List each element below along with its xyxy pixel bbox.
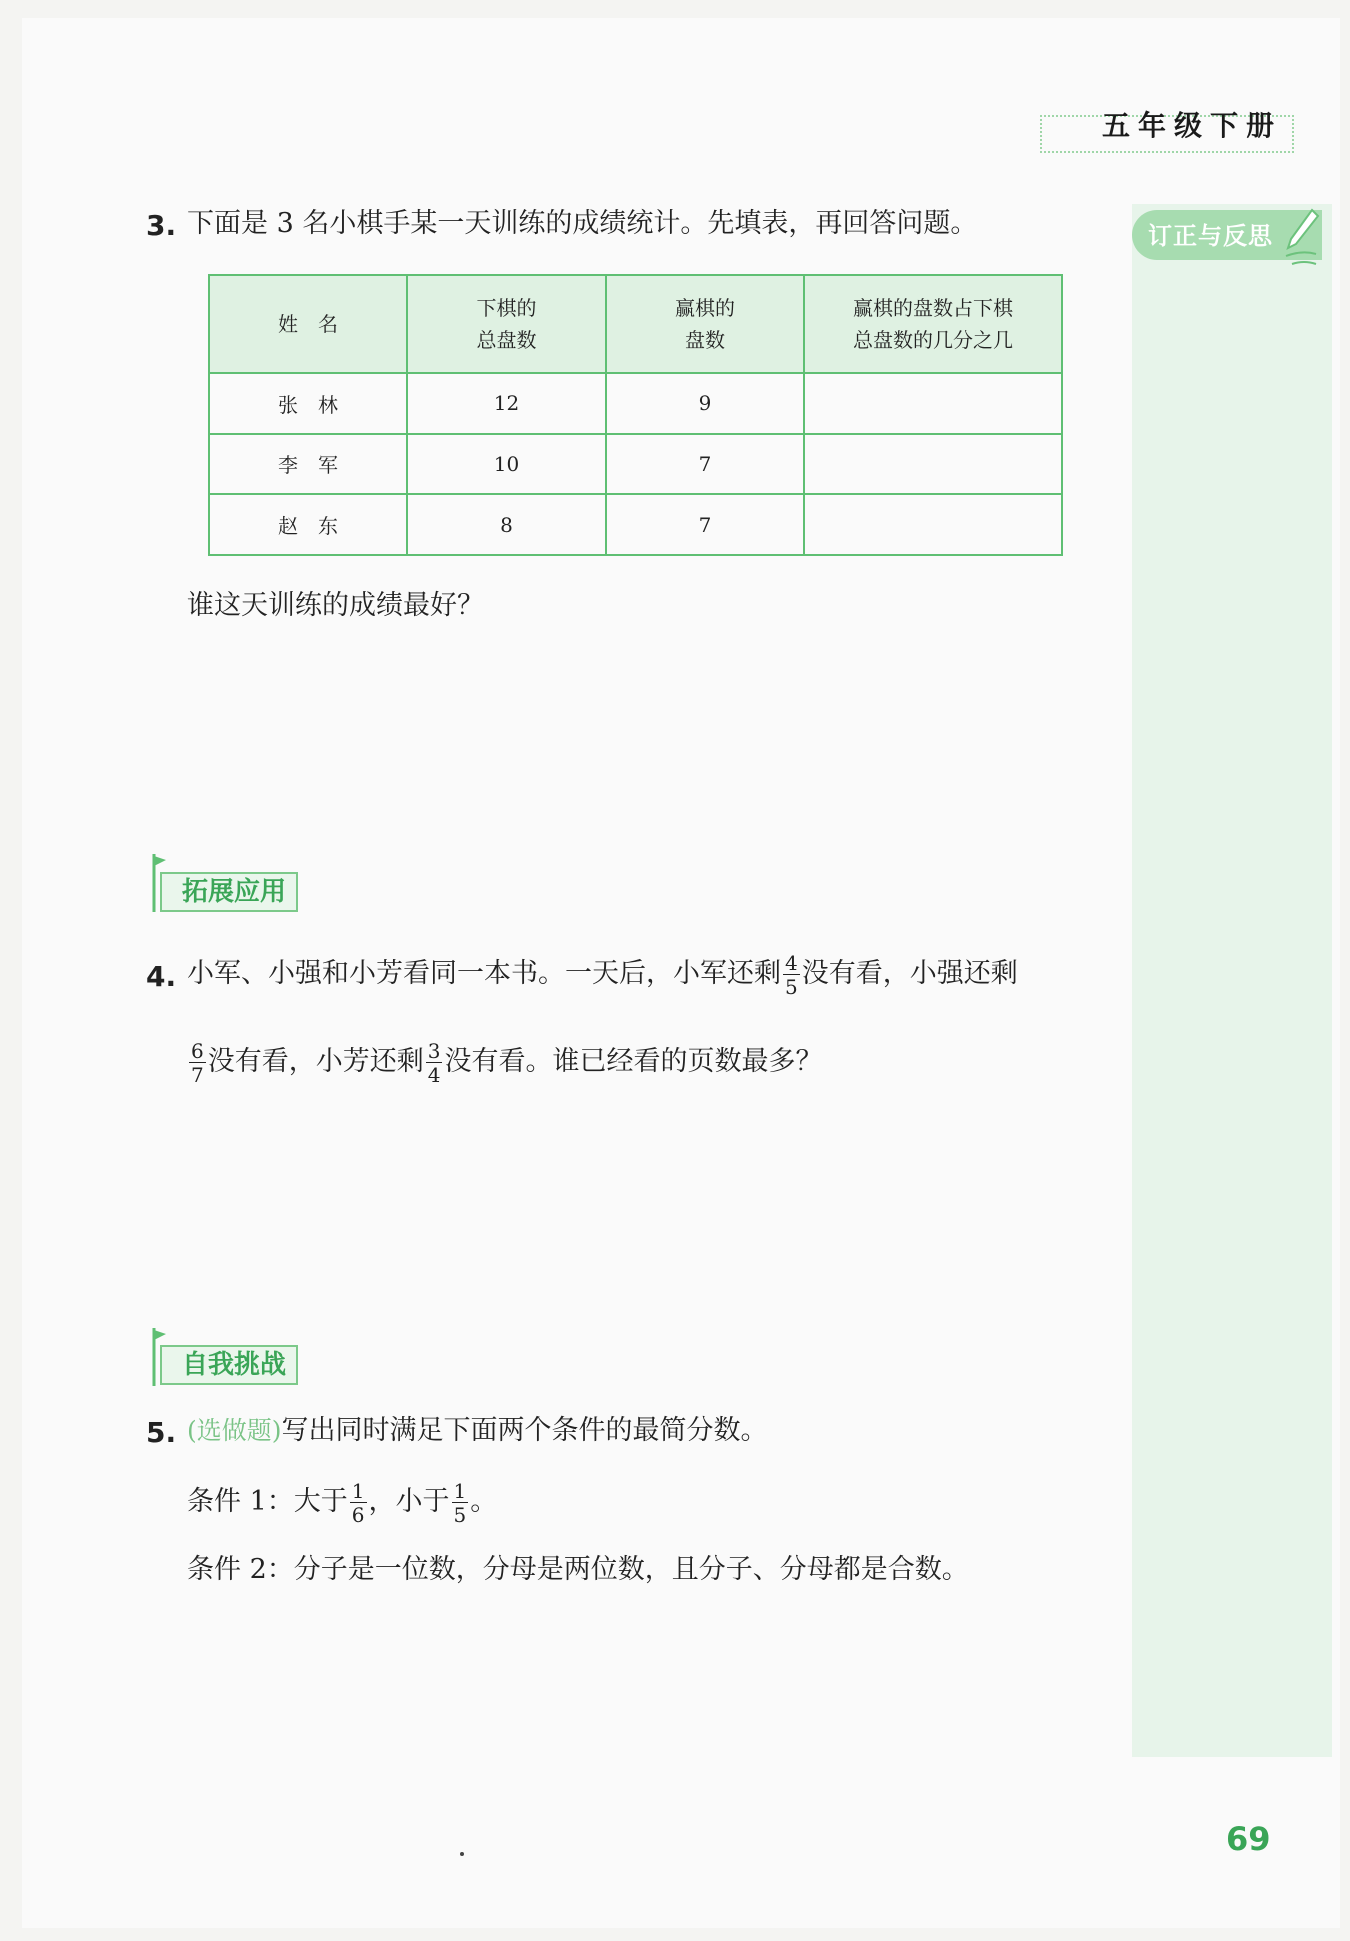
score-table (208, 274, 1063, 556)
table-row (209, 494, 1062, 555)
table-header-row (209, 275, 1062, 373)
cond1-text-part: 条件 1：大于 (187, 1486, 348, 1517)
q4-text-part: 没有看，小芳还剩 (207, 1046, 424, 1077)
cell-wins: 9 (606, 373, 804, 434)
q5-text-part: 写出同时满足下面两个条件的最简分数。 (281, 1415, 768, 1446)
optional-tag: (选做题) (187, 1416, 282, 1445)
cell-name: 李 军 (209, 434, 407, 495)
cell-wins: 7 (606, 494, 804, 555)
cell-total: 10 (407, 434, 606, 495)
question-4-line-2 (187, 1032, 822, 1092)
fraction: $\frac{1}{5}$ (453, 1478, 467, 1527)
correction-sidebar (1132, 204, 1332, 1757)
condition-1 (187, 1472, 497, 1532)
sidebar-label: 订正与反思 (1148, 222, 1273, 250)
fraction: $\frac{1}{6}$ (351, 1478, 365, 1527)
question-4-number: 4. (146, 960, 177, 993)
cell-total: 8 (407, 494, 606, 555)
header-total-games: 下棋的 总盘数 (407, 275, 606, 373)
q4-text-part: 小军、小强和小芳看同一本书。一天后，小军还剩 (187, 958, 781, 989)
question-4-line-1 (187, 944, 1018, 1004)
table-row (209, 373, 1062, 434)
cell-fraction-blank[interactable] (804, 494, 1062, 555)
header-fraction: 赢棋的盘数占下棋 总盘数的几分之几 (804, 275, 1062, 373)
question-3-followup: 谁这天训练的成绩最好？ (187, 590, 484, 621)
fraction: $\frac{6}{7}$ (191, 1038, 204, 1087)
header-title: 五年级下册 (1101, 109, 1282, 142)
header-wins: 赢棋的 盘数 (606, 275, 804, 373)
section-expand-badge: 拓展应用 (160, 872, 298, 912)
cell-name: 张 林 (209, 373, 407, 434)
pencil-icon (1282, 206, 1322, 276)
cell-fraction-blank[interactable] (804, 434, 1062, 495)
cell-wins: 7 (606, 434, 804, 495)
cell-name: 赵 东 (209, 494, 407, 555)
cond1-text-part: ，小于 (368, 1486, 450, 1517)
header-name: 姓 名 (209, 275, 407, 373)
q4-text-part: 没有看，小强还剩 (801, 958, 1018, 989)
question-5-number: 5. (146, 1416, 177, 1449)
print-dot (460, 1852, 464, 1856)
fraction: $\frac{3}{4}$ (427, 1038, 441, 1087)
section-challenge-badge: 自我挑战 (160, 1345, 298, 1385)
condition-2: 条件 2：分子是一位数，分母是两位数，且分子、分母都是合数。 (187, 1554, 969, 1585)
question-3-number: 3. (146, 209, 177, 242)
cell-fraction-blank[interactable] (804, 373, 1062, 434)
fraction: $\frac{4}{5}$ (785, 950, 798, 999)
page-number: 69 (1226, 1820, 1271, 1858)
table-row (209, 434, 1062, 495)
q4-text-part: 没有看。谁已经看的页数最多？ (444, 1046, 823, 1077)
cell-total: 12 (407, 373, 606, 434)
question-5-text (187, 1417, 768, 1444)
question-3-text: 下面是 3 名小棋手某一天训练的成绩统计。先填表，再回答问题。 (187, 208, 978, 239)
cond1-text-part: 。 (470, 1486, 498, 1517)
